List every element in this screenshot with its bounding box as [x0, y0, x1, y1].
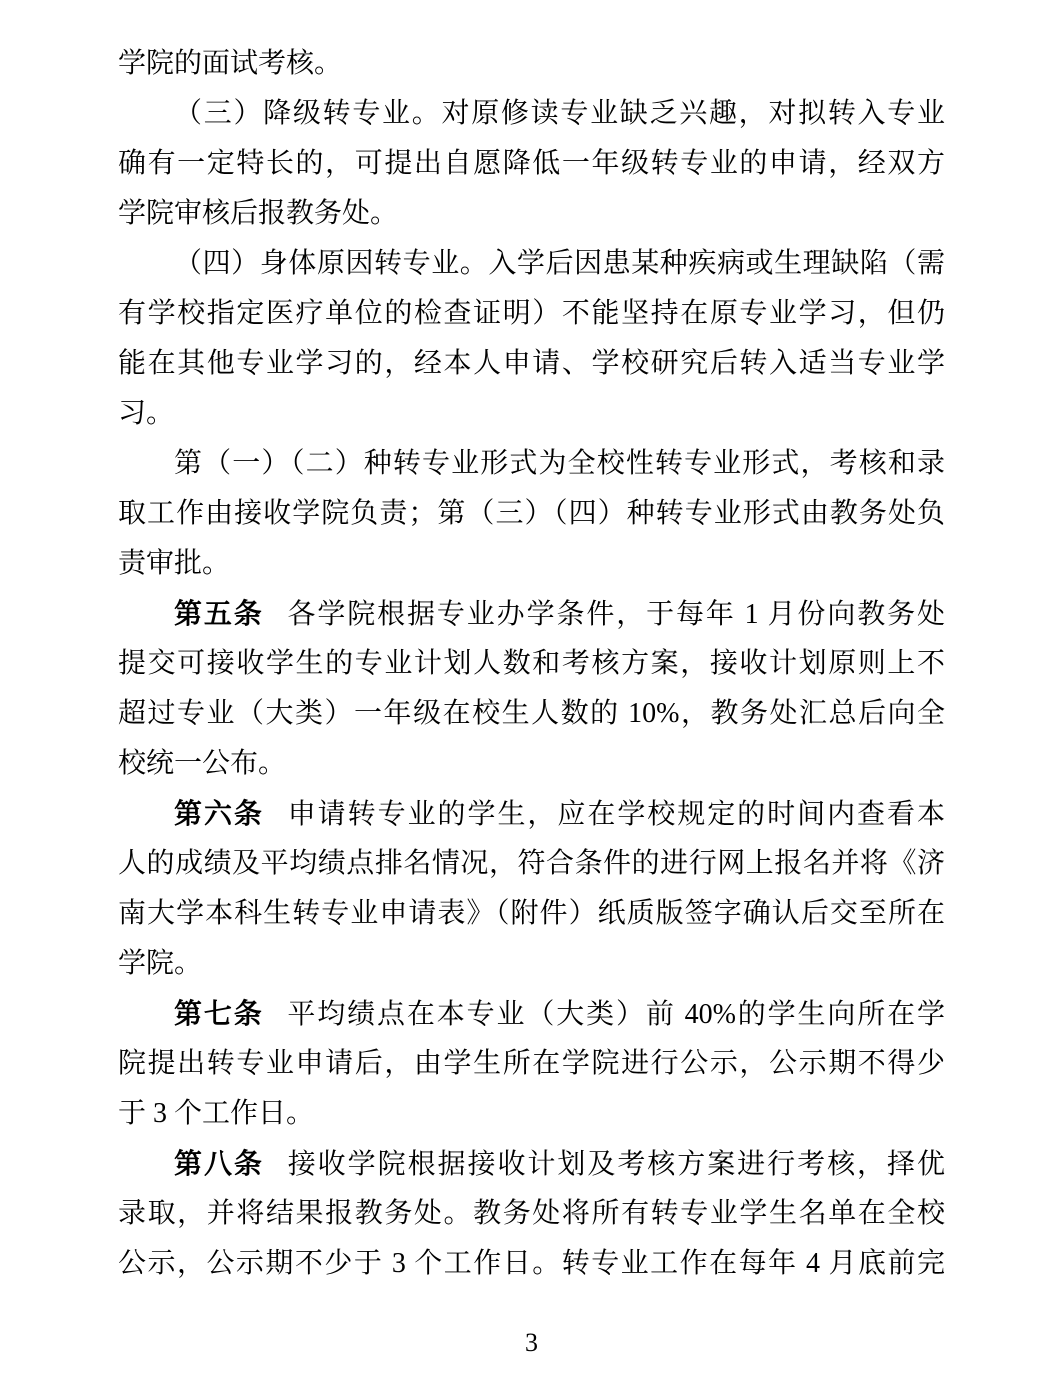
article-heading: 第七条 [174, 998, 264, 1029]
line-text: 申请转专业的学生，应在学校规定的时间内查看本 [287, 799, 945, 830]
text-line [118, 389, 945, 439]
line-text: 各学院根据专业办学条件，于每年 1 月份向教务处 [287, 599, 945, 630]
line-text: 提交可接收学生的专业计划人数和考核方案，接收计划原则上不 [118, 648, 945, 679]
line-text: 接收学院根据接收计划及考核方案进行考核，择优 [287, 1149, 945, 1180]
line-text: 责审批。 [118, 548, 231, 579]
text-line [118, 939, 945, 989]
line-text: 习。 [118, 398, 175, 429]
text-line [118, 239, 945, 289]
line-text: （四）身体原因转专业。入学后因患某种疾病或生理缺陷（需 [174, 248, 945, 279]
line-text: 有学校指定医疗单位的检查证明）不能坚持在原专业学习，但仍 [118, 298, 945, 329]
text-line [118, 539, 945, 589]
line-text: 院提出转专业申请后，由学生所在学院进行公示，公示期不得少 [118, 1048, 945, 1079]
text-line [118, 1139, 945, 1189]
text-line [118, 839, 945, 889]
text-line [118, 789, 945, 839]
article-heading: 第八条 [174, 1148, 264, 1179]
line-text: 公示，公示期不少于 3 个工作日。转专业工作在每年 4 月底前完 [118, 1248, 945, 1279]
text-line [118, 889, 945, 939]
text-line [118, 1089, 945, 1139]
line-text: 学院的面试考核。 [118, 48, 343, 79]
text-line [118, 989, 945, 1039]
text-line [118, 339, 945, 389]
line-text: 平均绩点在本专业（大类）前 40%的学生向所在学 [287, 999, 945, 1030]
text-line [118, 139, 945, 189]
line-text: 超过专业（大类）一年级在校生人数的 10%，教务处汇总后向全 [118, 698, 945, 729]
line-text: 第（一）（二）种转专业形式为全校性转专业形式，考核和录 [174, 448, 945, 479]
text-line [118, 439, 945, 489]
line-text: 取工作由接收学院负责；第（三）（四）种转专业形式由教务处负 [118, 498, 945, 529]
line-text: 于 3 个工作日。 [118, 1098, 315, 1129]
text-line [118, 739, 945, 789]
line-text: （三）降级转专业。对原修读专业缺乏兴趣，对拟转入专业 [174, 98, 945, 129]
line-text: 校统一公布。 [118, 748, 287, 779]
text-line [118, 289, 945, 339]
text-line [118, 1239, 945, 1289]
text-line [118, 1189, 945, 1239]
line-text: 南大学本科生转专业申请表》（附件）纸质版签字确认后交至所在 [118, 898, 945, 929]
article-heading: 第六条 [174, 798, 264, 829]
text-line [118, 489, 945, 539]
page-number: 3 [525, 1328, 538, 1357]
text-line [118, 689, 945, 739]
text-line [118, 639, 945, 689]
line-text: 录取，并将结果报教务处。教务处将所有转专业学生名单在全校 [118, 1198, 945, 1229]
text-line [118, 39, 945, 89]
document-body [118, 39, 945, 1289]
line-text: 确有一定特长的，可提出自愿降低一年级转专业的申请，经双方 [118, 148, 945, 179]
line-text: 学院审核后报教务处。 [118, 198, 399, 229]
text-line [118, 89, 945, 139]
text-line [118, 1039, 945, 1089]
text-line [118, 189, 945, 239]
article-heading: 第五条 [174, 598, 264, 629]
text-line [118, 589, 945, 639]
line-text: 能在其他专业学习的，经本人申请、学校研究后转入适当专业学 [118, 348, 945, 379]
line-text: 人的成绩及平均绩点排名情况，符合条件的进行网上报名并将《济 [118, 848, 945, 879]
line-text: 学院。 [118, 948, 203, 979]
